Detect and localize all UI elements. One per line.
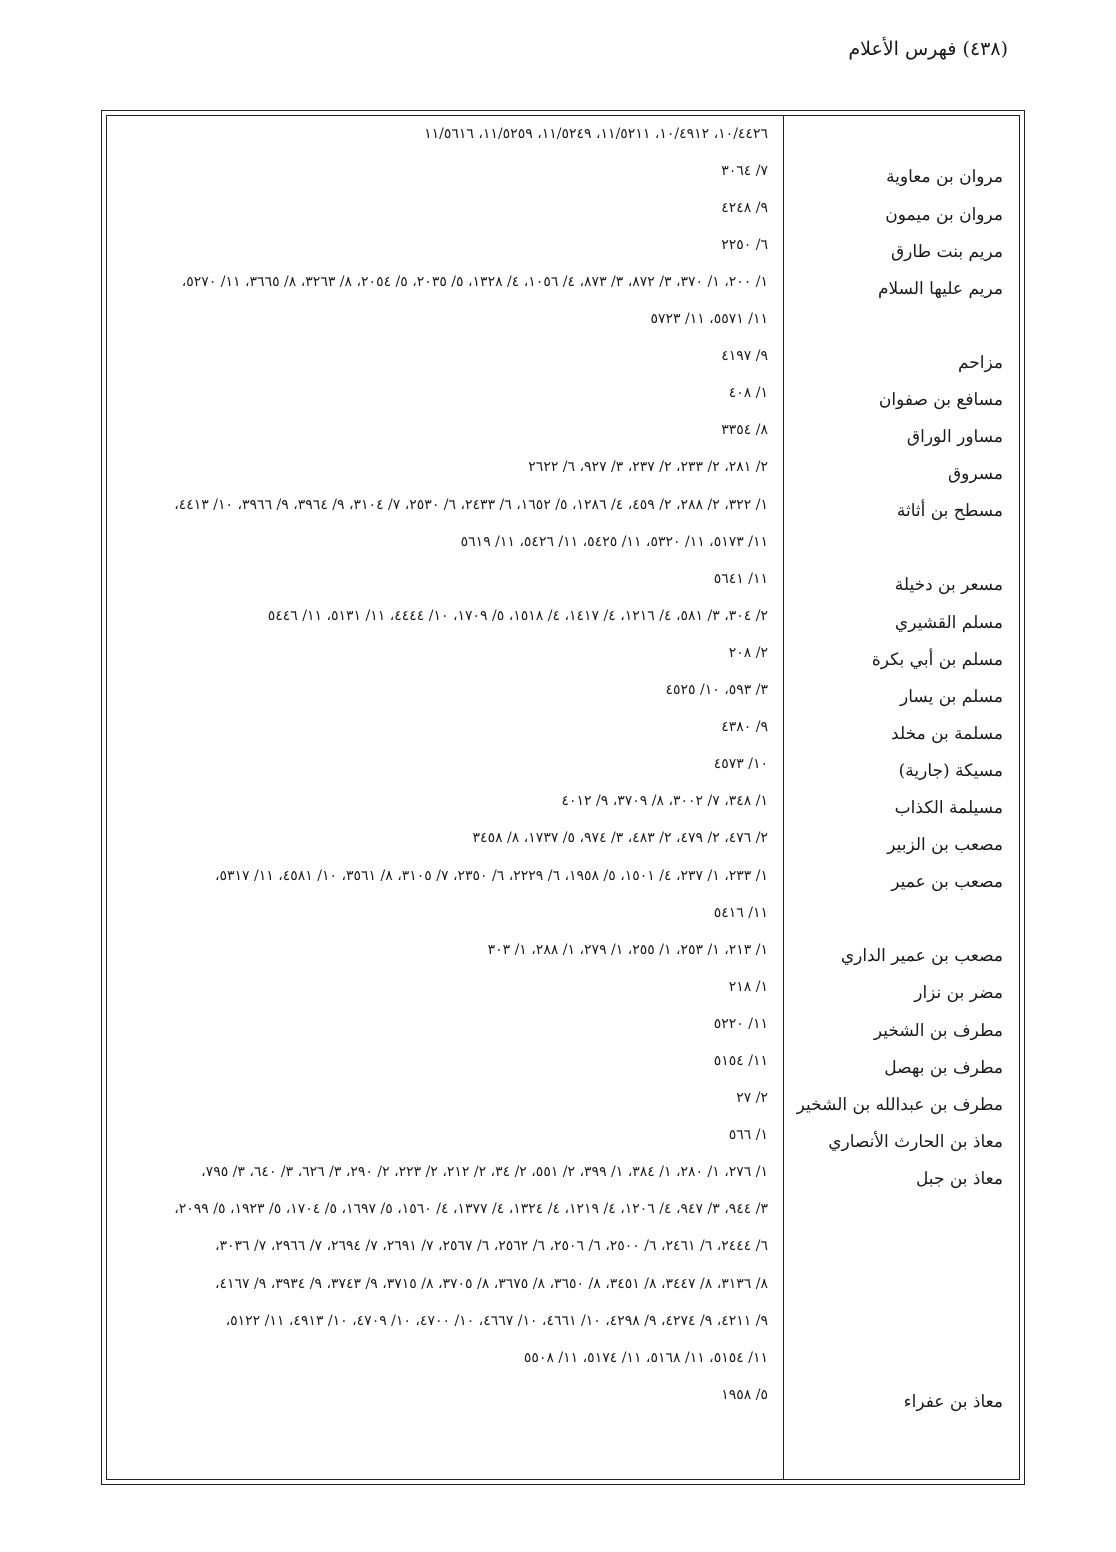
- index-entry-row: [106, 347, 1020, 384]
- entry-name: مريم عليها السلام: [878, 278, 1003, 299]
- index-entry-row: [106, 792, 1020, 829]
- index-entry-row: [106, 569, 1020, 606]
- entry-references: ١/ ٢٧٦، ١/ ٢٨٠، ١/ ٣٨٤، ١/ ٣٩٩، ٢/ ٥٥١، ٢/ ٣٤، ٢/ ٢١٢، ٢/ ٢٢٣، ٢/ ٢٩٠، ٣/ ٦٢٦، ٣/ ٦٤٠، ٣/ ٧٩٥،: [201, 1164, 768, 1181]
- index-entry-row: [106, 829, 1020, 866]
- entry-name: مطرف بن الشخير: [873, 1020, 1003, 1041]
- entry-references: ٦/ ٢٤٤٤، ٦/ ٢٤٦١، ٦/ ٢٥٠٠، ٦/ ٢٥٠٦، ٦/ ٢٥٦٢، ٦/ ٢٥٦٧، ٧/ ٢٦٩١، ٧/ ٢٦٩٤، ٧/ ٢٩٦٦، ٧/ ٣٠٣٦،: [214, 1238, 768, 1255]
- entry-name: معاذ بن الحارث الأنصاري: [828, 1131, 1003, 1152]
- index-entry-row: [106, 1200, 1020, 1237]
- entry-references: ٢/ ٣٠٤، ٣/ ٥٨١، ٤/ ١٢١٦، ٤/ ١٤١٧، ٤/ ١٥١٨، ٥/ ١٧٠٩، ١٠/ ٤٤٤٤، ١١/ ٥١٣١، ١١/ ٥٤٤٦: [267, 607, 768, 624]
- entry-name: مضر بن نزار: [914, 983, 1003, 1004]
- entry-references: ١/ ٢٠٠، ١/ ٣٧٠، ٣/ ٨٧٢، ٣/ ٨٧٣، ٤/ ١٠٥٦، ٤/ ١٣٢٨، ٥/ ٢٠٣٥، ٥/ ٢٠٥٤، ٨/ ٣٢٦٣، ٨/ ٣٦٦٥، ١١/ ٥٢٧٠،: [181, 274, 768, 291]
- entry-name: مروان بن معاوية: [886, 167, 1003, 188]
- index-entry-row: [106, 495, 1020, 532]
- entry-references: ١/ ٢٣٣، ١/ ٢٣٧، ٤/ ١٥٠١، ٥/ ١٩٥٨، ٦/ ٢٢٢٩، ٦/ ٢٣٥٠، ٧/ ٣١٠٥، ٨/ ٣٥٦١، ١٠/ ٤٥٨١، ١١/ ٥٣١٧،: [214, 867, 768, 884]
- index-entry-row: [106, 1051, 1020, 1088]
- entry-name: مسلم بن أبي بكرة: [871, 649, 1003, 670]
- index-entry-row: [106, 421, 1020, 458]
- index-entry-row: [106, 755, 1020, 792]
- entry-name: مطرف بن عبدالله بن الشخير: [796, 1094, 1003, 1115]
- index-entry-row: [106, 1014, 1020, 1051]
- entry-name: مصعب بن الزبير: [887, 835, 1003, 856]
- index-entry-row: [106, 532, 1020, 569]
- entry-references: ٨/ ٣٣٥٤: [721, 422, 768, 439]
- entry-references: ٧/ ٣٠٦٤: [721, 162, 768, 179]
- entry-name: مصعب بن عمير الداري: [840, 946, 1003, 967]
- index-entry-row: [106, 977, 1020, 1014]
- entry-references: ١/ ٢١٨: [728, 978, 768, 995]
- index-entry-row: [106, 1348, 1020, 1385]
- entry-references: ١١/ ٥١٥٤: [713, 1052, 768, 1069]
- entry-references: ١٠/ ٤٥٧٣: [713, 756, 768, 773]
- index-entry-row: [106, 940, 1020, 977]
- entry-references: ١/ ٤٠٨: [728, 385, 768, 402]
- entry-name: مسلمة بن مخلد: [891, 723, 1003, 744]
- entry-references: ٩/ ٤١٩٧: [721, 348, 768, 365]
- index-entry-row: [106, 1385, 1020, 1422]
- entry-references: ٥/ ١٩٥٨: [721, 1386, 768, 1403]
- index-entry-row: [106, 1237, 1020, 1274]
- entry-name: معاذ بن جبل: [915, 1168, 1003, 1189]
- entry-name: معاذ بن عفراء: [903, 1391, 1003, 1412]
- entry-references: ٢/ ٢٠٨: [728, 644, 768, 661]
- entry-name: مسيلمة الكذاب: [894, 798, 1003, 818]
- index-entry-row: [106, 235, 1020, 272]
- index-entry-row: [106, 1311, 1020, 1348]
- entry-name: مسلم القشيري: [894, 612, 1003, 633]
- entry-references: ١١/ ٥٢٢٠: [713, 1015, 768, 1032]
- entry-references: ١٠/٤٤٢٦، ١٠/٤٩١٢، ١١/٥٢١١، ١١/٥٢٤٩، ١١/٥٢٥٩، ١١/٥٦١٦: [424, 125, 768, 142]
- entry-name: مسطح بن أثاثة: [896, 501, 1003, 522]
- index-entry-row: [106, 643, 1020, 680]
- entry-references: ١/ ٣٤٨، ٧/ ٣٠٠٢، ٨/ ٣٧٠٩، ٩/ ٤٠١٢: [561, 793, 768, 810]
- entry-references: ٢/ ٤٧٦، ٢/ ٤٧٩، ٢/ ٤٨٣، ٣/ ٩٧٤، ٥/ ١٧٣٧، ٨/ ٣٤٥٨: [472, 830, 768, 847]
- entry-name: مسلم بن يسار: [900, 686, 1003, 707]
- entry-name: مسعر بن دخيلة: [894, 575, 1003, 596]
- entry-name: مصعب بن عمير: [891, 872, 1003, 893]
- entry-references: ٩/ ٤٣٨٠: [721, 719, 768, 736]
- entry-references: ١١/ ٥٥٧١، ١١/ ٥٧٢٣: [650, 311, 768, 328]
- index-entry-row: [106, 606, 1020, 643]
- page-header: (٤٣٨) فهرس الأعلام: [848, 38, 1008, 60]
- index-entry-row: [106, 384, 1020, 421]
- entry-references: ١١/ ٥٤١٦: [713, 904, 768, 921]
- index-entry-row: [106, 272, 1020, 309]
- index-entry-row: [106, 1126, 1020, 1163]
- entry-references: ٢/ ٢٨١، ٢/ ٢٣٣، ٢/ ٢٣٧، ٣/ ٩٢٧، ٦/ ٢٦٢٢: [528, 459, 768, 476]
- index-entries: [106, 124, 1020, 1422]
- entry-references: ٢/ ٢٧: [736, 1090, 768, 1107]
- index-entry-row: [106, 866, 1020, 903]
- entry-references: ١/ ٣٢٢، ٢/ ٢٨٨، ٢/ ٤٥٩، ٤/ ١٢٨٦، ٥/ ١٦٥٢، ٦/ ٢٤٣٣، ٦/ ٢٥٣٠، ٧/ ٣١٠٤، ٩/ ٣٩٦٤، ٩/ ٣٩٦٦، ١٠/ ٤٤١٣،: [174, 496, 768, 513]
- entry-references: ٩/ ٤٢٤٨: [721, 199, 768, 216]
- entry-name: مسيكة (جارية): [898, 760, 1003, 781]
- index-entry-row: [106, 1274, 1020, 1311]
- index-entry-row: [106, 458, 1020, 495]
- index-entry-row: [106, 903, 1020, 940]
- entry-references: ٩/ ٤٢١١، ٩/ ٤٢٧٤، ٩/ ٤٢٩٨، ١٠/ ٤٦٦١، ١٠/ ٤٦٦٧، ١٠/ ٤٧٠٠، ١٠/ ٤٧٠٩، ١٠/ ٤٩١٣، ١١/ ٥١٢٢،: [225, 1312, 768, 1329]
- entry-references: ١١/ ٥٦٤١: [713, 570, 768, 587]
- entry-name: مسروق: [947, 464, 1003, 485]
- index-entry-row: [106, 198, 1020, 235]
- index-entry-row: [106, 718, 1020, 755]
- entry-name: مسافع بن صفوان: [878, 389, 1003, 410]
- entry-name: مريم بنت طارق: [890, 241, 1003, 262]
- entry-name: مطرف بن بهصل: [884, 1057, 1003, 1078]
- index-entry-row: [106, 1088, 1020, 1125]
- index-entry-row: [106, 309, 1020, 346]
- index-entry-row: [106, 680, 1020, 717]
- entry-references: ٣/ ٩٤٤، ٣/ ٩٤٧، ٤/ ١٢٠٦، ٤/ ١٢١٩، ٤/ ١٣٢٤، ٤/ ١٣٧٧، ٤/ ١٥٦٠، ٥/ ١٦٩٧، ٥/ ١٧٠٤، ٥/ ١٩٢٣، ٥/ ٢٠٩٩،: [174, 1201, 768, 1218]
- entry-references: ١١/ ٥١٧٣، ١١/ ٥٣٢٠، ١١/ ٥٤٢٥، ١١/ ٥٤٢٦، ١١/ ٥٦١٩: [460, 533, 768, 550]
- entry-references: ١/ ٢١٣، ١/ ٢٥٣، ١/ ٢٥٥، ١/ ٢٧٩، ١/ ٢٨٨، ١/ ٣٠٣: [487, 941, 768, 958]
- entry-name: مزاحم: [957, 352, 1003, 373]
- entry-references: ٣/ ٥٩٣، ١٠/ ٤٥٢٥: [665, 682, 768, 699]
- index-entry-row: [106, 1163, 1020, 1200]
- entry-name: مساور الوراق: [906, 427, 1003, 448]
- entry-references: ٨/ ٣١٣٦، ٨/ ٣٤٤٧، ٨/ ٣٤٥١، ٨/ ٣٦٥٠، ٨/ ٣٦٧٥، ٨/ ٣٧٠٥، ٨/ ٣٧١٥، ٩/ ٣٧٤٣، ٩/ ٣٩٣٤، ٩/ ٤١٦٧،: [214, 1275, 768, 1292]
- entry-references: ٦/ ٢٢٥٠: [721, 236, 768, 253]
- entry-references: ١١/ ٥١٥٤، ١١/ ٥١٦٨، ١١/ ٥١٧٤، ١١/ ٥٥٠٨: [523, 1349, 768, 1366]
- index-entry-row: [106, 124, 1020, 161]
- index-entry-row: [106, 161, 1020, 198]
- entry-references: ١/ ٥٦٦: [728, 1127, 768, 1144]
- entry-name: مروان بن ميمون: [885, 204, 1003, 225]
